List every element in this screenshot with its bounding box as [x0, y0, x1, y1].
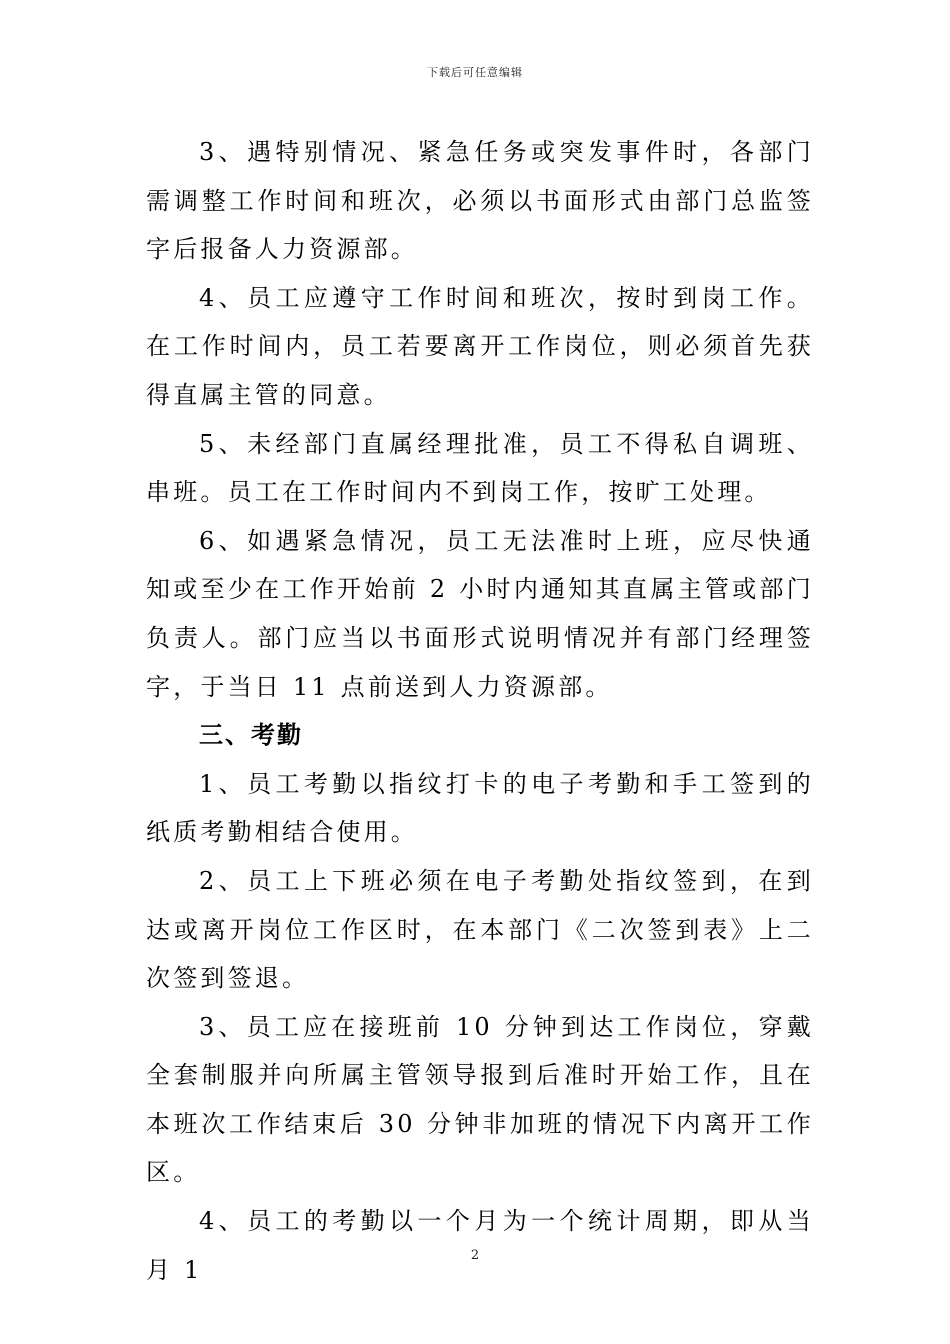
page-number: 2	[470, 1248, 480, 1263]
document-body	[146, 128, 814, 1294]
paragraph-item-5: 5、未经部门直属经理批准，员工不得私自调班、串班。员工在工作时间内不到岗工作，按旷工处理。	[146, 429, 814, 507]
attendance-item-1: 1、员工考勤以指纹打卡的电子考勤和手工签到的纸质考勤相结合使用。	[146, 769, 814, 847]
section-heading-attendance: 三、考勤	[199, 721, 303, 750]
paragraph-item-3: 3、遇特别情况、紧急任务或突发事件时，各部门需调整工作时间和班次，必须以书面形式由部门总监签字后报备人力资源部。	[146, 138, 814, 264]
attendance-item-3: 3、员工应在接班前 10 分钟到达工作岗位，穿戴全套制服并向所属主管领导报到后准时开始工作，且在本班次工作结束后 30 分钟非加班的情况下内离开工作区。	[146, 1012, 814, 1187]
page-header: 下载后可任意编辑	[427, 66, 523, 79]
attendance-item-4: 4、员工的考勤以一个月为一个统计周期，即从当月 1	[146, 1207, 814, 1284]
paragraph-item-6: 6、如遇紧急情况，员工无法准时上班，应尽快通知或至少在工作开始前 2 小时内通知其直属主管或部门负责人。部门应当以书面形式说明情况并有部门经理签字，于当日 11 点前送到人力资源部。	[146, 526, 814, 701]
paragraph-item-4: 4、员工应遵守工作时间和班次，按时到岗工作。在工作时间内，员工若要离开工作岗位，则必须首先获得直属主管的同意。	[146, 283, 814, 409]
attendance-item-2: 2、员工上下班必须在电子考勤处指纹签到，在到达或离开岗位工作区时，在本部门《二次签到表》上二次签到签退。	[146, 866, 814, 993]
